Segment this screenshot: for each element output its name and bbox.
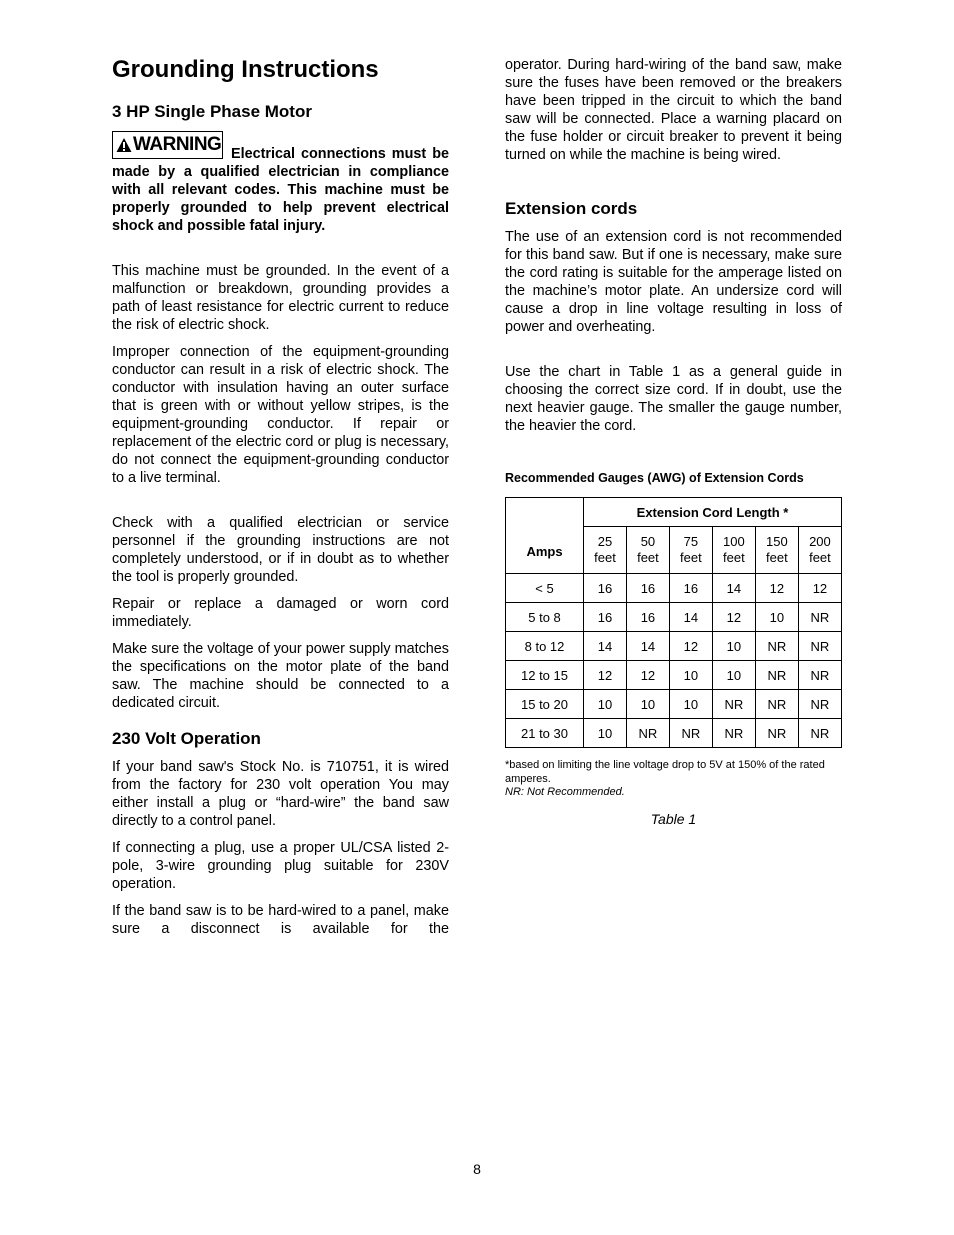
- page-number: 8: [473, 1161, 481, 1177]
- amps-cell: 5 to 8: [506, 603, 584, 632]
- gauge-cell: 10: [712, 632, 755, 661]
- amps-cell: 21 to 30: [506, 719, 584, 748]
- paragraph-hard-wire-start: If the band saw is to be hard-wired to a panel, make sure a disconnect is available for the: [112, 903, 449, 937]
- page-title: Grounding Instructions: [112, 56, 379, 83]
- length-header-cell: [798, 527, 841, 574]
- table-row: [506, 632, 842, 661]
- gauge-cell: NR: [755, 690, 798, 719]
- gauge-cell: NR: [798, 690, 841, 719]
- amps-cell: 15 to 20: [506, 690, 584, 719]
- table-row: [506, 719, 842, 748]
- gauge-cell: 10: [669, 690, 712, 719]
- length-unit: feet: [766, 550, 788, 565]
- warning-text: Electrical connections must be made by a qualified electrician in compliance with all relevant codes. This machine must be properly grounded to help prevent electrical shock and possible fatal injury.: [112, 146, 449, 234]
- gauge-cell: 12: [669, 632, 712, 661]
- length-unit: feet: [637, 550, 659, 565]
- paragraph-extension-use: The use of an extension cord is not recommended for this band saw. But if one is necessary, make sure the cord rating is suitable for the amperage listed on the machine’s motor plate. An undersize cord will cause a drop in line voltage resulting in loss of power and overheating.: [505, 229, 842, 335]
- length-number: 25: [597, 534, 613, 549]
- length-number: 75: [683, 534, 699, 549]
- amps-header: Amps: [506, 498, 584, 574]
- length-unit: feet: [680, 550, 702, 565]
- voltage-drop-note: *based on limiting the line voltage drop to 5V at 150% of the rated amperes.: [505, 759, 825, 785]
- gauge-cell: NR: [669, 719, 712, 748]
- gauge-cell: 16: [584, 603, 627, 632]
- gauge-cell: 16: [669, 574, 712, 603]
- amps-cell: < 5: [506, 574, 584, 603]
- paragraph-grounded: This machine must be grounded. In the event of a malfunction or breakdown, grounding provides a path of least resistance for electric current to reduce the risk of electric shock.: [112, 263, 449, 333]
- length-number: 100: [723, 534, 745, 549]
- table-row: [506, 661, 842, 690]
- amps-cell: 12 to 15: [506, 661, 584, 690]
- table-row: [506, 574, 842, 603]
- gauge-cell: NR: [755, 661, 798, 690]
- length-group-header: Extension Cord Length *: [584, 498, 842, 527]
- length-header-cell: [755, 527, 798, 574]
- gauge-cell: 12: [584, 661, 627, 690]
- table-footnote: [505, 759, 845, 800]
- paragraph-check-electrician: Check with a qualified electrician or service personnel if the grounding instructions are not completely understood, or if in doubt as to whether the tool is properly grounded.: [112, 515, 449, 585]
- volt-heading: 230 Volt Operation: [112, 729, 261, 748]
- gauge-cell: 16: [626, 603, 669, 632]
- paragraph-improper-connection: Improper connection of the equipment-grounding conductor can result in a risk of electric shock. The conductor with insulation having an outer surface that is green with or without yellow stripes, is the equipment-grounding conductor. If repair or replacement of the electric cord or plug is necessary, do not connect the equipment-grounding conductor to a live terminal.: [112, 344, 449, 486]
- gauge-cell: 10: [755, 603, 798, 632]
- gauge-cell: NR: [798, 632, 841, 661]
- paragraph-stock-no: If your band saw's Stock No. is 710751, it is wired from the factory for 230 volt operation You may either install a plug or “hard-wire” the band saw directly to a control panel.: [112, 759, 449, 829]
- length-header-cell: [712, 527, 755, 574]
- length-number: 50: [640, 534, 656, 549]
- gauge-cell: 12: [755, 574, 798, 603]
- paragraph-chart-guide: Use the chart in Table 1 as a general guide in choosing the correct size cord. If in doubt, use the next heavier gauge. The smaller the gauge number, the heavier the cord.: [505, 364, 842, 434]
- gauge-cell: 14: [626, 632, 669, 661]
- amps-cell: 8 to 12: [506, 632, 584, 661]
- extension-heading: Extension cords: [505, 199, 638, 218]
- gauge-cell: NR: [798, 603, 841, 632]
- length-header-cell: [626, 527, 669, 574]
- motor-heading: 3 HP Single Phase Motor: [112, 102, 312, 121]
- extension-cord-table: [505, 497, 842, 748]
- paragraph-voltage: Make sure the voltage of your power supply matches the specifications on the motor plate of the band saw. The machine should be connected to a dedicated circuit.: [112, 641, 449, 711]
- table-row: [506, 603, 842, 632]
- length-number: 150: [766, 534, 788, 549]
- length-unit: feet: [594, 550, 616, 565]
- gauge-cell: NR: [755, 719, 798, 748]
- gauge-cell: 12: [712, 603, 755, 632]
- length-unit: feet: [723, 550, 745, 565]
- gauge-cell: NR: [712, 690, 755, 719]
- gauge-cell: 10: [584, 719, 627, 748]
- length-unit: feet: [809, 550, 831, 565]
- gauge-cell: NR: [798, 661, 841, 690]
- gauge-cell: NR: [755, 632, 798, 661]
- gauge-cell: 12: [626, 661, 669, 690]
- gauge-cell: 10: [712, 661, 755, 690]
- gauge-cell: 14: [669, 603, 712, 632]
- gauge-cell: NR: [626, 719, 669, 748]
- gauge-cell: 10: [669, 661, 712, 690]
- gauge-cell: 14: [712, 574, 755, 603]
- gauge-cell: 10: [584, 690, 627, 719]
- gauge-cell: NR: [798, 719, 841, 748]
- length-header-cell: [584, 527, 627, 574]
- paragraph-repair-cord: Repair or replace a damaged or worn cord immediately.: [112, 596, 449, 630]
- gauge-cell: 16: [584, 574, 627, 603]
- paragraph-hard-wire-cont: operator. During hard-wiring of the band saw, make sure the fuses have been removed or the breakers have been tripped in the circuit to which the band saw will be connected. Place a warning placard on the fuse holder or circuit breaker to prevent it being turned on while the machine is being wired.: [505, 57, 842, 163]
- table-caption: Table 1: [650, 811, 697, 827]
- gauge-cell: NR: [712, 719, 755, 748]
- nr-note: NR: Not Recommended.: [505, 786, 625, 798]
- length-number: 200: [809, 534, 831, 549]
- gauge-cell: 12: [798, 574, 841, 603]
- gauge-cell: 10: [626, 690, 669, 719]
- paragraph-plug: If connecting a plug, use a proper UL/CSA listed 2-pole, 3-wire grounding plug suitable for 230V operation.: [112, 840, 449, 892]
- gauge-cell: 14: [584, 632, 627, 661]
- gauge-cell: 16: [626, 574, 669, 603]
- table-title: Recommended Gauges (AWG) of Extension Cords: [505, 471, 804, 485]
- table-row: [506, 690, 842, 719]
- warning-label: WARNING: [133, 134, 222, 155]
- length-header-cell: [669, 527, 712, 574]
